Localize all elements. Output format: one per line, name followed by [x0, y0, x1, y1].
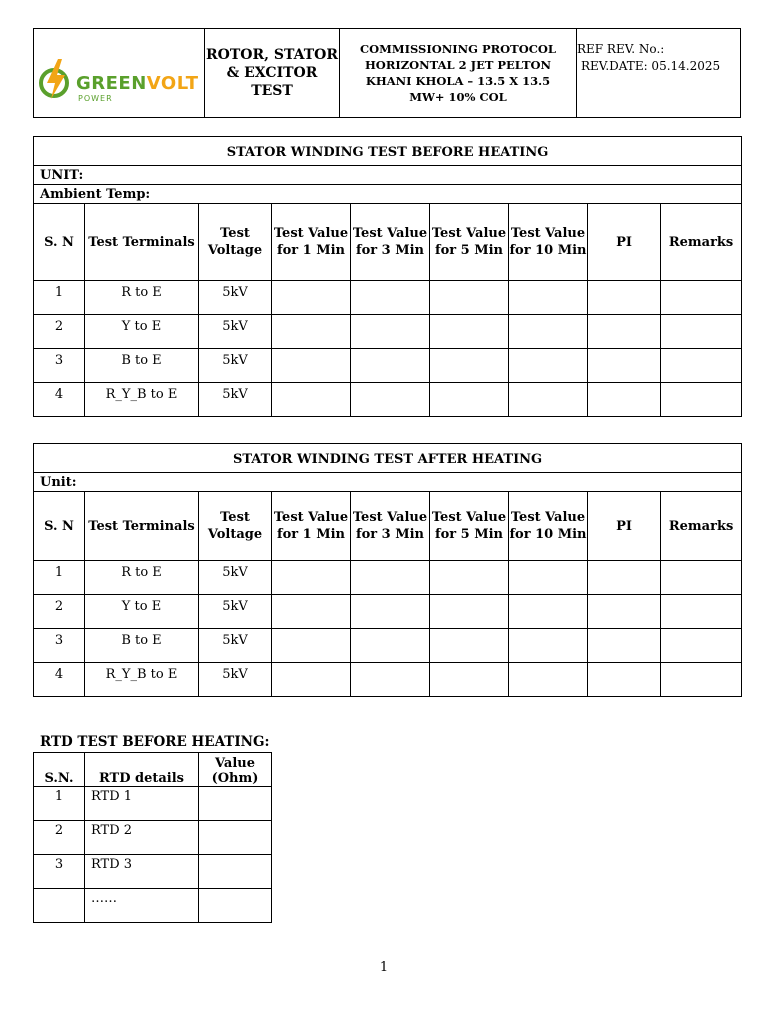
value-cell[interactable]: [351, 561, 430, 595]
remarks-cell[interactable]: [661, 315, 742, 349]
value-cell[interactable]: [351, 383, 430, 417]
document-header: [33, 28, 741, 118]
col-header-3min: Test Value for 3 Min: [351, 204, 430, 281]
value-cell[interactable]: [351, 315, 430, 349]
value-cell[interactable]: [430, 349, 509, 383]
col-header-voltage: Test Voltage: [199, 204, 272, 281]
remarks-cell[interactable]: [661, 629, 742, 663]
col-header-value: Value (Ohm): [199, 753, 272, 787]
stator-test-before-table: [33, 136, 742, 417]
col-header-voltage: Test Voltage: [199, 492, 272, 561]
ref-rev-no: REF REV. No.:: [577, 42, 665, 56]
value-cell[interactable]: [351, 349, 430, 383]
value-cell[interactable]: [199, 855, 272, 889]
value-cell[interactable]: [272, 561, 351, 595]
pi-cell[interactable]: [588, 315, 661, 349]
value-cell[interactable]: [430, 315, 509, 349]
table-row: 1 RTD 1: [34, 787, 272, 821]
col-header-10min: Test Value for 10 Min: [509, 204, 588, 281]
table-row: 2 Y to E 5kV: [34, 595, 742, 629]
table-row: 1 R to E 5kV: [34, 561, 742, 595]
col-header-sn: S. N: [34, 204, 85, 281]
value-cell[interactable]: [509, 663, 588, 697]
value-cell[interactable]: [272, 629, 351, 663]
value-cell[interactable]: [199, 889, 272, 923]
logo-cell: [34, 29, 205, 118]
col-header-remarks: Remarks: [661, 492, 742, 561]
remarks-cell[interactable]: [661, 383, 742, 417]
table-row: 2 Y to E 5kV: [34, 315, 742, 349]
col-header-terminals: Test Terminals: [85, 204, 199, 281]
logo-wordmark: GREENVOLT: [76, 73, 199, 94]
rtd-section-title: RTD TEST BEFORE HEATING:: [40, 734, 270, 750]
col-header-5min: Test Value for 5 Min: [430, 492, 509, 561]
col-header-pi: PI: [588, 492, 661, 561]
table-row: 3 B to E 5kV: [34, 629, 742, 663]
pi-cell[interactable]: [588, 595, 661, 629]
value-cell[interactable]: [272, 595, 351, 629]
value-cell[interactable]: [430, 663, 509, 697]
col-header-3min: Test Value for 3 Min: [351, 492, 430, 561]
value-cell[interactable]: [272, 281, 351, 315]
col-header-pi: PI: [588, 204, 661, 281]
lightning-bolt-icon: [38, 57, 74, 101]
col-header-1min: Test Value for 1 Min: [272, 492, 351, 561]
col-header-1min: Test Value for 1 Min: [272, 204, 351, 281]
protocol-description: COMMISSIONING PROTOCOL HORIZONTAL 2 JET PELTON KHANI KHOLA – 13.5 X 13.5 MW+ 10% COL: [340, 29, 577, 118]
page-number: 1: [379, 960, 389, 975]
stator-test-after-table: [33, 443, 742, 697]
value-cell[interactable]: [272, 663, 351, 697]
value-cell[interactable]: [430, 629, 509, 663]
remarks-cell[interactable]: [661, 349, 742, 383]
logo-subtext: POWER: [78, 94, 113, 103]
col-header-remarks: Remarks: [661, 204, 742, 281]
remarks-cell[interactable]: [661, 663, 742, 697]
value-cell[interactable]: [351, 281, 430, 315]
value-cell[interactable]: [351, 663, 430, 697]
company-logo: [34, 43, 204, 103]
col-header-sn: S.N.: [34, 753, 85, 787]
value-cell[interactable]: [199, 787, 272, 821]
table-title: STATOR WINDING TEST BEFORE HEATING: [34, 137, 742, 166]
pi-cell[interactable]: [588, 561, 661, 595]
revision-info: [577, 29, 741, 118]
value-cell[interactable]: [430, 281, 509, 315]
table-row: 3 B to E 5kV: [34, 349, 742, 383]
col-header-sn: S. N: [34, 492, 85, 561]
col-header-10min: Test Value for 10 Min: [509, 492, 588, 561]
table-row: ……: [34, 889, 272, 923]
remarks-cell[interactable]: [661, 281, 742, 315]
value-cell[interactable]: [351, 595, 430, 629]
value-cell[interactable]: [199, 821, 272, 855]
pi-cell[interactable]: [588, 629, 661, 663]
col-header-rtd-details: RTD details: [85, 753, 199, 787]
rtd-test-table: [33, 752, 272, 923]
document-title: ROTOR, STATOR & EXCITOR TEST: [205, 29, 340, 118]
ambient-temp-label: Ambient Temp:: [34, 185, 742, 204]
value-cell[interactable]: [509, 349, 588, 383]
table-row: 4 R_Y_B to E 5kV: [34, 383, 742, 417]
remarks-cell[interactable]: [661, 595, 742, 629]
rev-date: REV.DATE: 05.14.2025: [581, 59, 721, 73]
col-header-terminals: Test Terminals: [85, 492, 199, 561]
col-header-5min: Test Value for 5 Min: [430, 204, 509, 281]
pi-cell[interactable]: [588, 383, 661, 417]
pi-cell[interactable]: [588, 663, 661, 697]
value-cell[interactable]: [509, 595, 588, 629]
value-cell[interactable]: [272, 315, 351, 349]
value-cell[interactable]: [430, 595, 509, 629]
table-row: 4 R_Y_B to E 5kV: [34, 663, 742, 697]
table-row: 3 RTD 3: [34, 855, 272, 889]
value-cell[interactable]: [430, 383, 509, 417]
value-cell[interactable]: [272, 349, 351, 383]
value-cell[interactable]: [509, 629, 588, 663]
pi-cell[interactable]: [588, 349, 661, 383]
value-cell[interactable]: [509, 281, 588, 315]
table-row: 2 RTD 2: [34, 821, 272, 855]
pi-cell[interactable]: [588, 281, 661, 315]
unit-label: UNIT:: [34, 166, 742, 185]
value-cell[interactable]: [509, 315, 588, 349]
value-cell[interactable]: [351, 629, 430, 663]
unit-label: Unit:: [34, 473, 742, 492]
value-cell[interactable]: [272, 383, 351, 417]
value-cell[interactable]: [509, 561, 588, 595]
table-title: STATOR WINDING TEST AFTER HEATING: [34, 444, 742, 473]
value-cell[interactable]: [509, 383, 588, 417]
remarks-cell[interactable]: [661, 561, 742, 595]
value-cell[interactable]: [430, 561, 509, 595]
table-row: 1 R to E 5kV: [34, 281, 742, 315]
